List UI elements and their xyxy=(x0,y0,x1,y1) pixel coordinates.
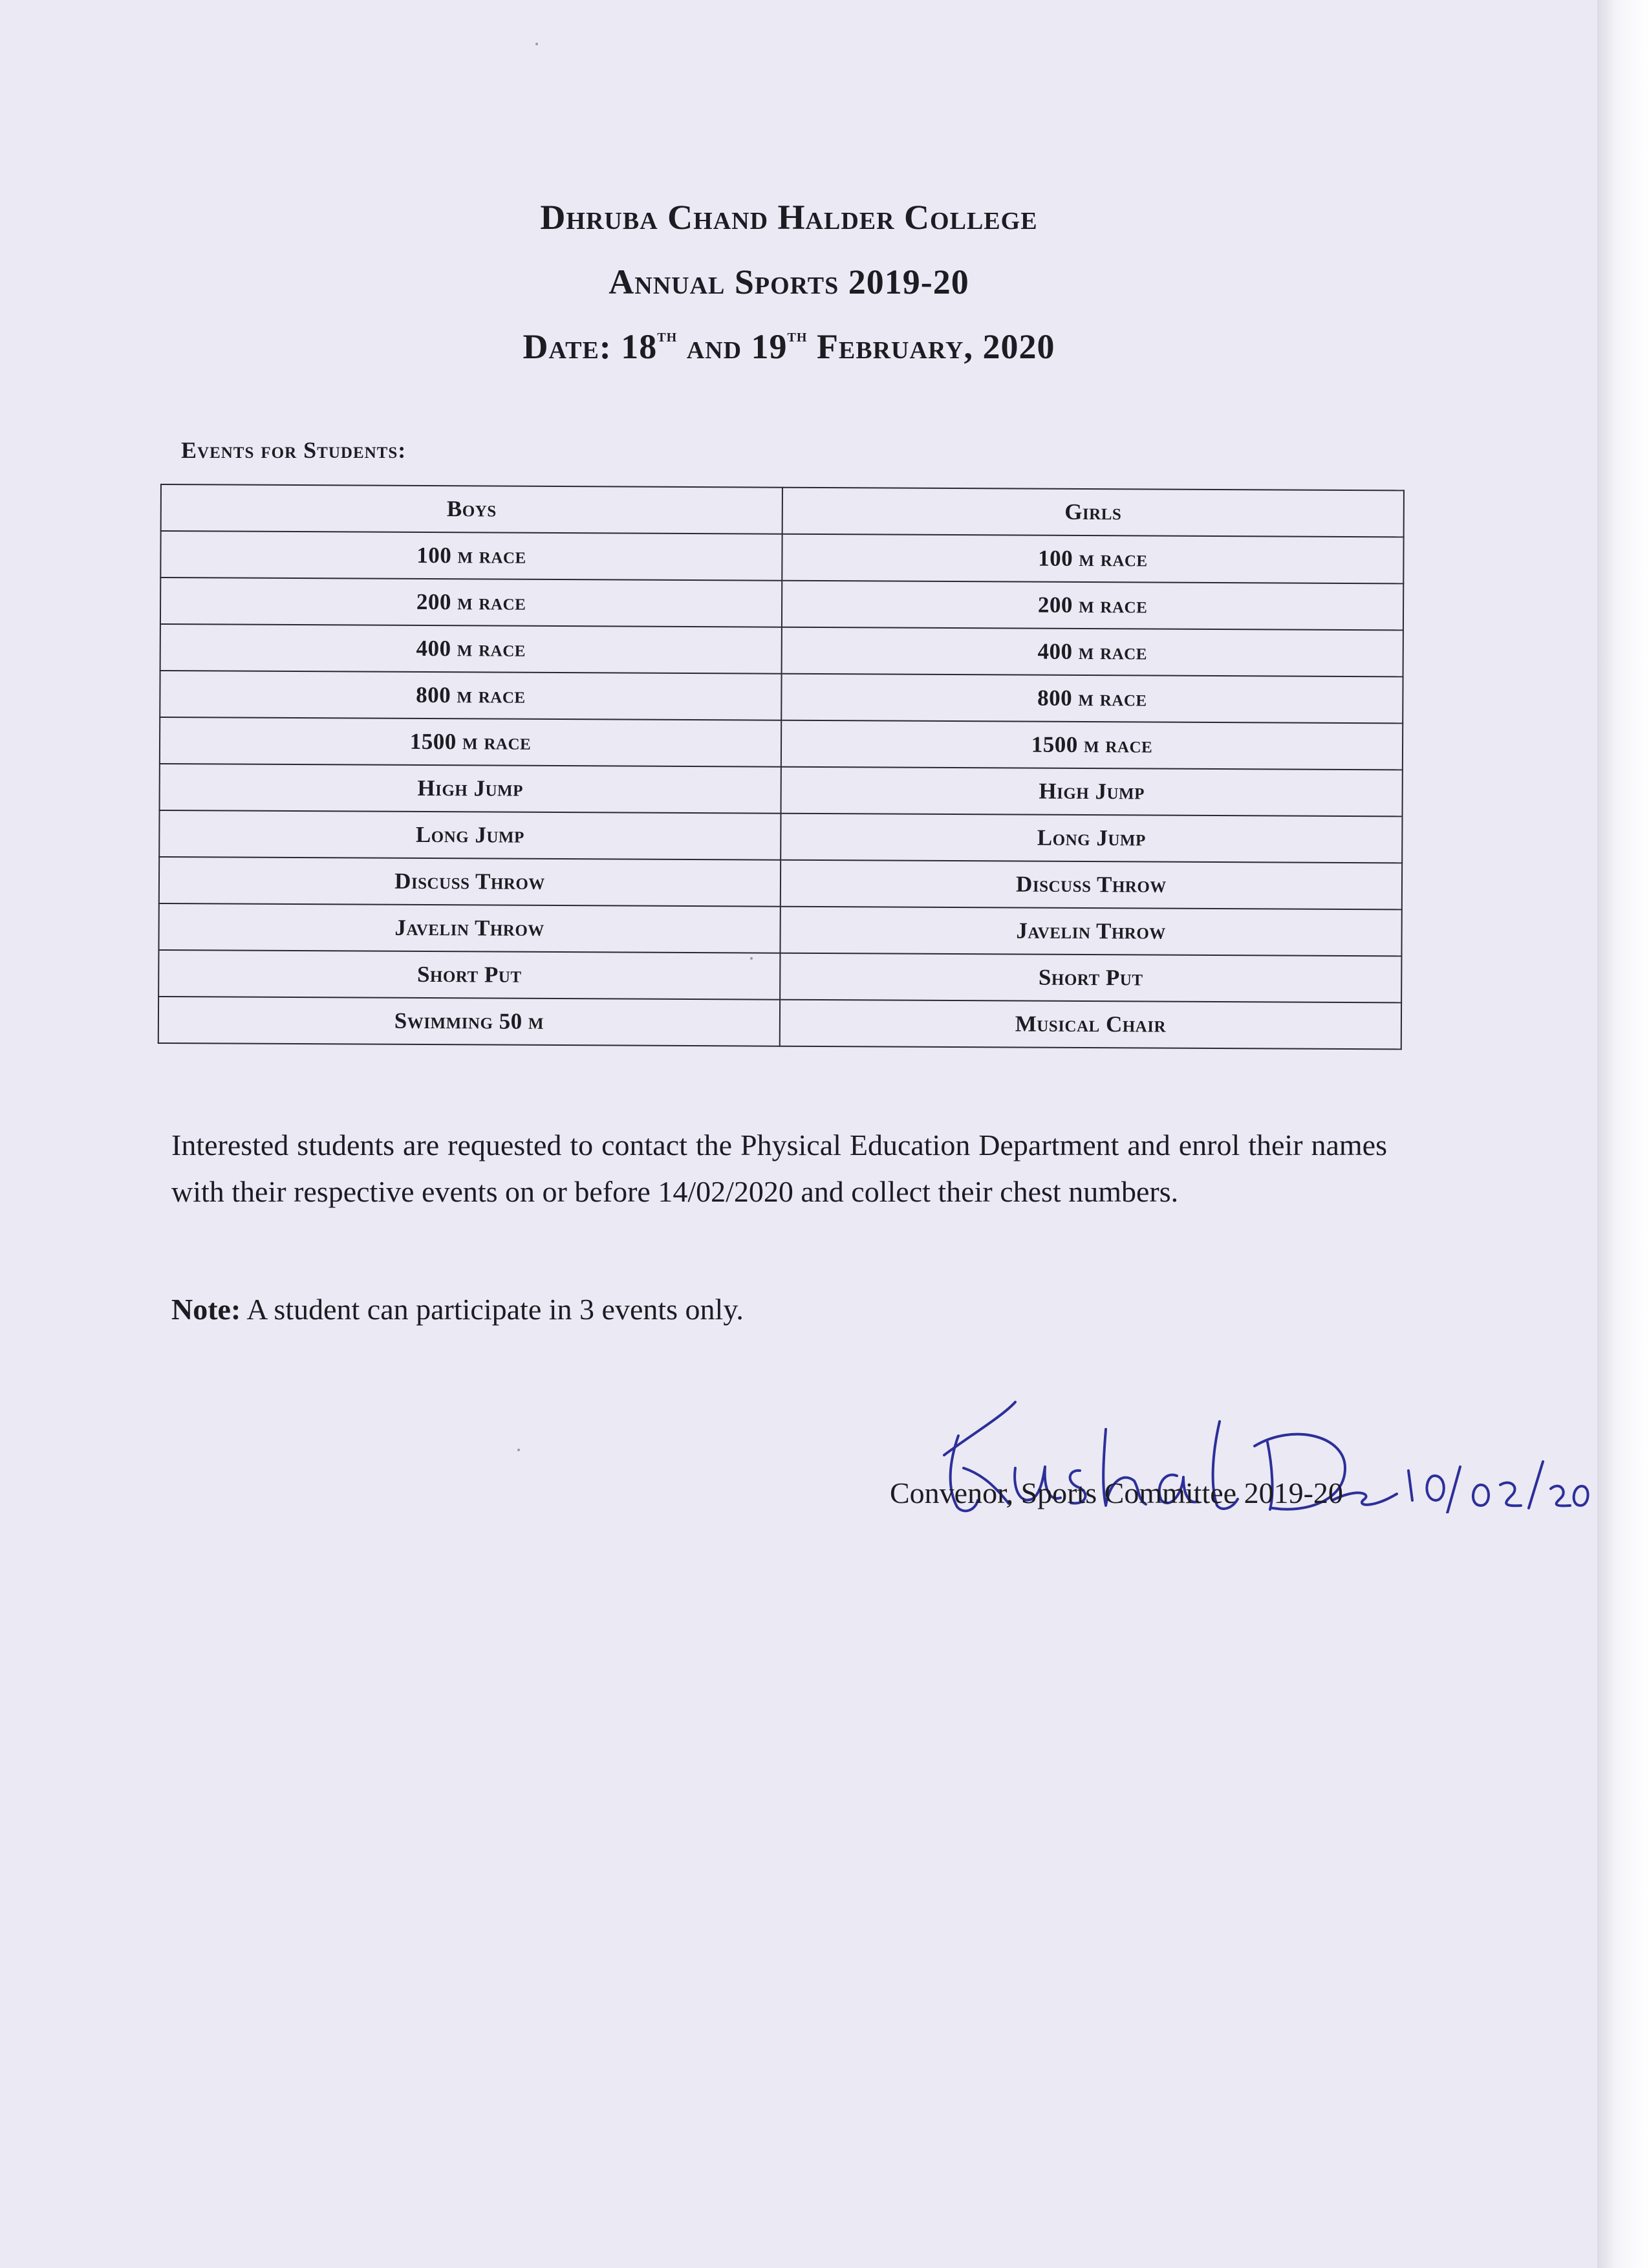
date-ordinal-1: th xyxy=(657,326,678,346)
table-row xyxy=(160,578,1403,630)
events-table xyxy=(158,484,1405,1050)
college-title: Dhruba Chand Halder College xyxy=(540,198,1038,237)
note-label: Note: xyxy=(171,1293,241,1326)
girls-event: Discuss Throw xyxy=(781,860,1402,910)
convenor-title: Convenor, Sports Committee 2019-20 xyxy=(890,1476,1343,1509)
scan-speck xyxy=(535,43,538,45)
girls-event: Short Put xyxy=(780,953,1401,1003)
note-text: A student can participate in 3 events only. xyxy=(241,1293,744,1326)
boys-event: Discuss Throw xyxy=(159,857,781,907)
scan-speck xyxy=(517,1449,520,1451)
table-row xyxy=(160,624,1403,676)
column-header-girls: Girls xyxy=(782,488,1404,537)
table-row xyxy=(160,531,1403,583)
boys-event: Short Put xyxy=(158,950,780,1000)
girls-event: 800 m race xyxy=(781,674,1403,724)
table-row xyxy=(159,810,1402,863)
girls-event: High Jump xyxy=(781,767,1403,817)
table-row xyxy=(160,717,1403,770)
boys-event: Swimming 50 m xyxy=(158,997,780,1046)
table-row xyxy=(158,997,1401,1049)
table-row xyxy=(158,950,1401,1002)
girls-event: 100 m race xyxy=(782,534,1403,584)
girls-event: Musical Chair xyxy=(780,1000,1401,1050)
table-row xyxy=(158,903,1401,956)
table-header-row xyxy=(161,484,1404,537)
boys-event: 200 m race xyxy=(160,578,782,627)
girls-event: 400 m race xyxy=(782,627,1403,677)
boys-event: 1500 m race xyxy=(160,717,781,767)
boys-event: 100 m race xyxy=(160,531,782,581)
event-date xyxy=(0,327,1578,367)
date-middle: and 19 xyxy=(677,327,788,366)
boys-event: 400 m race xyxy=(160,624,782,674)
girls-event: Javelin Throw xyxy=(780,907,1401,956)
notice-paragraph: Interested students are requested to contact the Physical Education Department and enrol their names with their respective events on or before 14/02/2020 and collect their chest numbers. xyxy=(171,1129,1387,1208)
column-header-boys: Boys xyxy=(161,484,782,534)
boys-event: High Jump xyxy=(160,764,781,814)
date-suffix: February, 2020 xyxy=(807,327,1055,366)
scanner-edge xyxy=(1597,0,1649,2268)
table-row xyxy=(160,671,1403,723)
events-label: Events for Students: xyxy=(181,437,407,463)
girls-event: 200 m race xyxy=(782,581,1403,631)
girls-event: Long Jump xyxy=(781,814,1402,863)
boys-event: Javelin Throw xyxy=(158,903,780,953)
boys-event: Long Jump xyxy=(159,810,781,860)
event-title: Annual Sports 2019-20 xyxy=(609,263,969,301)
boys-event: 800 m race xyxy=(160,671,781,720)
date-ordinal-2: th xyxy=(787,326,808,346)
table-row xyxy=(159,857,1402,909)
date-prefix: Date: 18 xyxy=(523,327,658,366)
note-line xyxy=(171,1292,744,1326)
table-row xyxy=(160,764,1403,816)
girls-event: 1500 m race xyxy=(781,720,1403,770)
